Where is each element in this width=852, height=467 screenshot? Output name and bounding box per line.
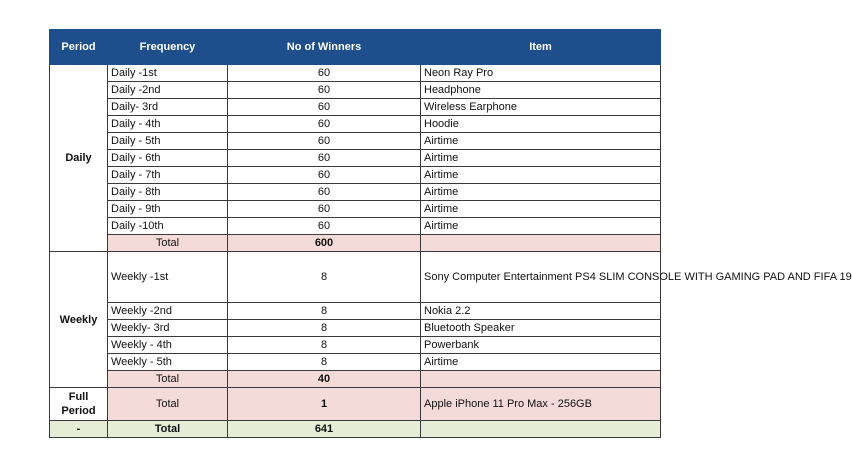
weekly-total-row <box>50 371 661 388</box>
item-cell: Bluetooth Speaker <box>421 320 661 337</box>
frequency-cell: Daily -2nd <box>108 82 228 99</box>
header-row <box>50 30 661 65</box>
table-row <box>50 337 661 354</box>
period-weekly: Weekly <box>50 252 108 388</box>
table-row <box>50 82 661 99</box>
item-cell: Airtime <box>421 218 661 235</box>
item-cell: Nokia 2.2 <box>421 303 661 320</box>
winners-cell: 8 <box>228 354 421 371</box>
winners-cell: 8 <box>228 252 421 303</box>
frequency-cell: Weekly - 4th <box>108 337 228 354</box>
item-cell: Airtime <box>421 201 661 218</box>
grand-total-row <box>50 421 661 438</box>
winners-cell: 60 <box>228 218 421 235</box>
grand-total-label: Total <box>108 421 228 438</box>
period-full-line1: Full <box>68 391 89 403</box>
frequency-cell: Weekly -2nd <box>108 303 228 320</box>
table-row <box>50 133 661 150</box>
daily-total-row <box>50 235 661 252</box>
item-cell: Airtime <box>421 150 661 167</box>
full-period-winners: 1 <box>228 388 421 421</box>
frequency-cell: Daily -1st <box>108 65 228 82</box>
frequency-cell: Daily - 8th <box>108 184 228 201</box>
item-cell: Hoodie <box>421 116 661 133</box>
item-cell: Airtime <box>421 167 661 184</box>
frequency-cell: Weekly - 5th <box>108 354 228 371</box>
table-row <box>50 167 661 184</box>
header-frequency: Frequency <box>108 30 228 65</box>
item-cell: Wireless Earphone <box>421 99 661 116</box>
grand-total-item <box>421 421 661 438</box>
prize-table <box>49 29 852 438</box>
winners-cell: 60 <box>228 82 421 99</box>
header-winners: No of Winners <box>228 30 421 65</box>
full-period-row <box>50 388 661 421</box>
table-row <box>50 303 661 320</box>
full-period-item: Apple iPhone 11 Pro Max - 256GB <box>421 388 661 421</box>
table-row <box>50 252 661 303</box>
table-row <box>50 184 661 201</box>
winners-cell: 60 <box>228 99 421 116</box>
daily-total-label: Total <box>108 235 228 252</box>
daily-total-value: 600 <box>228 235 421 252</box>
frequency-cell: Daily - 5th <box>108 133 228 150</box>
table-row <box>50 116 661 133</box>
period-daily: Daily <box>50 65 108 252</box>
table-row <box>50 218 661 235</box>
winners-cell: 60 <box>228 116 421 133</box>
table-row <box>50 201 661 218</box>
frequency-cell: Daily- 3rd <box>108 99 228 116</box>
item-cell: Headphone <box>421 82 661 99</box>
header-period: Period <box>50 30 108 65</box>
frequency-cell: Daily - 6th <box>108 150 228 167</box>
frequency-cell: Daily -10th <box>108 218 228 235</box>
item-cell: Sony Computer Entertainment PS4 SLIM CONSOLE WITH GAMING PAD AND FIFA 19 <box>421 252 661 303</box>
winners-cell: 60 <box>228 184 421 201</box>
winners-cell: 8 <box>228 303 421 320</box>
weekly-total-label: Total <box>108 371 228 388</box>
item-cell: Airtime <box>421 184 661 201</box>
table-row <box>50 150 661 167</box>
table-row <box>50 65 661 82</box>
grand-total-value: 641 <box>228 421 421 438</box>
frequency-cell: Daily - 4th <box>108 116 228 133</box>
winners-cell: 60 <box>228 133 421 150</box>
winners-cell: 60 <box>228 201 421 218</box>
item-cell: Neon Ray Pro <box>421 65 661 82</box>
winners-cell: 8 <box>228 320 421 337</box>
winners-cell: 60 <box>228 167 421 184</box>
frequency-cell: Weekly -1st <box>108 252 228 303</box>
grand-total-period: - <box>50 421 108 438</box>
period-full <box>50 388 108 421</box>
winners-cell: 60 <box>228 150 421 167</box>
winners-cell: 60 <box>228 65 421 82</box>
period-full-line2: Period <box>61 405 96 417</box>
frequency-cell: Daily - 9th <box>108 201 228 218</box>
header-item: Item <box>421 30 661 65</box>
winners-cell: 8 <box>228 337 421 354</box>
item-cell: Airtime <box>421 354 661 371</box>
weekly-total-value: 40 <box>228 371 421 388</box>
item-cell: Airtime <box>421 133 661 150</box>
full-period-frequency: Total <box>108 388 228 421</box>
daily-total-item <box>421 235 661 252</box>
weekly-total-item <box>421 371 661 388</box>
table-row <box>50 354 661 371</box>
frequency-cell: Weekly- 3rd <box>108 320 228 337</box>
frequency-cell: Daily - 7th <box>108 167 228 184</box>
table-row <box>50 99 661 116</box>
item-cell: Powerbank <box>421 337 661 354</box>
table-row <box>50 320 661 337</box>
